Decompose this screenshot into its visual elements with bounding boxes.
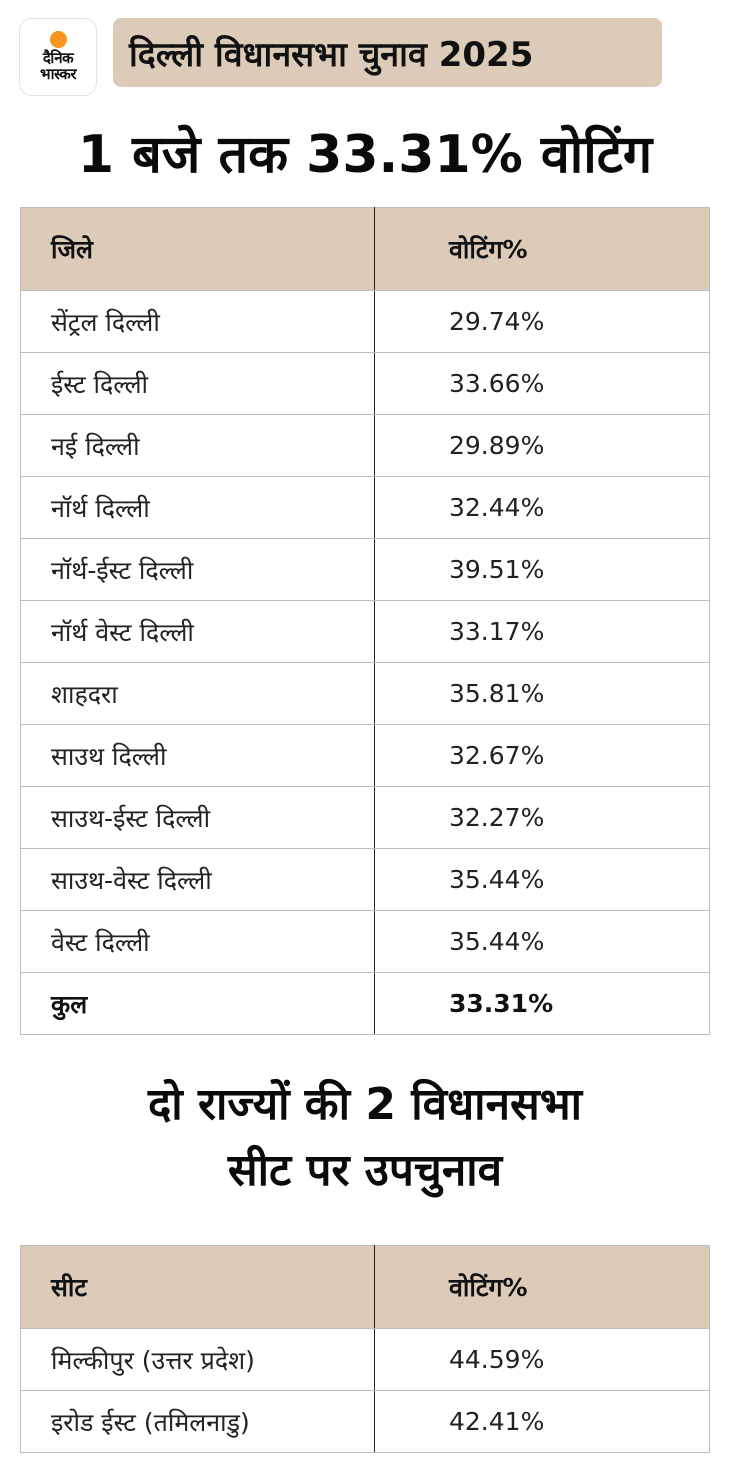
table-row	[21, 601, 710, 663]
logo-text-line1: दैनिक	[42, 49, 74, 67]
table-row	[21, 1391, 710, 1453]
table-header-row	[21, 1246, 710, 1329]
district-name: शाहदरा	[21, 663, 375, 725]
table-row	[21, 849, 710, 911]
bypoll-headline-line2: सीट पर उपचुनाव	[227, 1145, 503, 1196]
voting-headline: 1 बजे तक 33.31% वोटिंग	[77, 125, 653, 185]
district-name: नॉर्थ-ईस्ट दिल्ली	[21, 539, 375, 601]
voting-percent: 33.66%	[375, 353, 710, 415]
district-name: सेंट्रल दिल्ली	[21, 291, 375, 353]
table-row	[21, 911, 710, 973]
voting-percent: 35.44%	[375, 911, 710, 973]
district-name: नॉर्थ वेस्ट दिल्ली	[21, 601, 375, 663]
voting-percent: 29.74%	[375, 291, 710, 353]
voting-percent: 29.89%	[375, 415, 710, 477]
column-header-voting: वोटिंग%	[375, 1246, 710, 1329]
table-row	[21, 663, 710, 725]
voting-percent: 32.44%	[375, 477, 710, 539]
seat-name: मिल्कीपुर (उत्तर प्रदेश)	[21, 1329, 375, 1391]
total-percent: 33.31%	[375, 973, 710, 1035]
seat-name: इरोड ईस्ट (तमिलनाडु)	[21, 1391, 375, 1453]
district-name: नई दिल्ली	[21, 415, 375, 477]
table-row	[21, 787, 710, 849]
table-header-row	[21, 208, 710, 291]
dainik-bhaskar-logo	[20, 19, 96, 95]
voting-percent: 33.17%	[375, 601, 710, 663]
table-row	[21, 725, 710, 787]
district-name: वेस्ट दिल्ली	[21, 911, 375, 973]
voting-percent: 42.41%	[375, 1391, 710, 1453]
logo-text-line2: भास्कर	[40, 65, 76, 83]
sun-dot-icon	[50, 31, 67, 48]
district-name: ईस्ट दिल्ली	[21, 353, 375, 415]
table-row	[21, 1329, 710, 1391]
table-row	[21, 415, 710, 477]
total-label: कुल	[21, 973, 375, 1035]
voting-percent: 35.44%	[375, 849, 710, 911]
total-row	[21, 973, 710, 1035]
table-row	[21, 353, 710, 415]
voting-percent: 32.27%	[375, 787, 710, 849]
table-row	[21, 539, 710, 601]
voting-percent: 39.51%	[375, 539, 710, 601]
column-header-seat: सीट	[21, 1246, 375, 1329]
table-row	[21, 477, 710, 539]
table-row	[21, 291, 710, 353]
district-name: साउथ-वेस्ट दिल्ली	[21, 849, 375, 911]
column-header-district: जिले	[21, 208, 375, 291]
voting-percent: 44.59%	[375, 1329, 710, 1391]
district-name: साउथ-ईस्ट दिल्ली	[21, 787, 375, 849]
bypoll-voting-table	[20, 1245, 710, 1453]
voting-percent: 32.67%	[375, 725, 710, 787]
header-title: दिल्ली विधानसभा चुनाव 2025	[129, 34, 534, 75]
district-name: साउथ दिल्ली	[21, 725, 375, 787]
column-header-voting: वोटिंग%	[375, 208, 710, 291]
bypoll-headline-line1: दो राज्यों की 2 विधानसभा	[147, 1079, 583, 1130]
voting-percent: 35.81%	[375, 663, 710, 725]
district-name: नॉर्थ दिल्ली	[21, 477, 375, 539]
district-voting-table	[20, 207, 710, 1035]
header-banner	[113, 18, 662, 87]
